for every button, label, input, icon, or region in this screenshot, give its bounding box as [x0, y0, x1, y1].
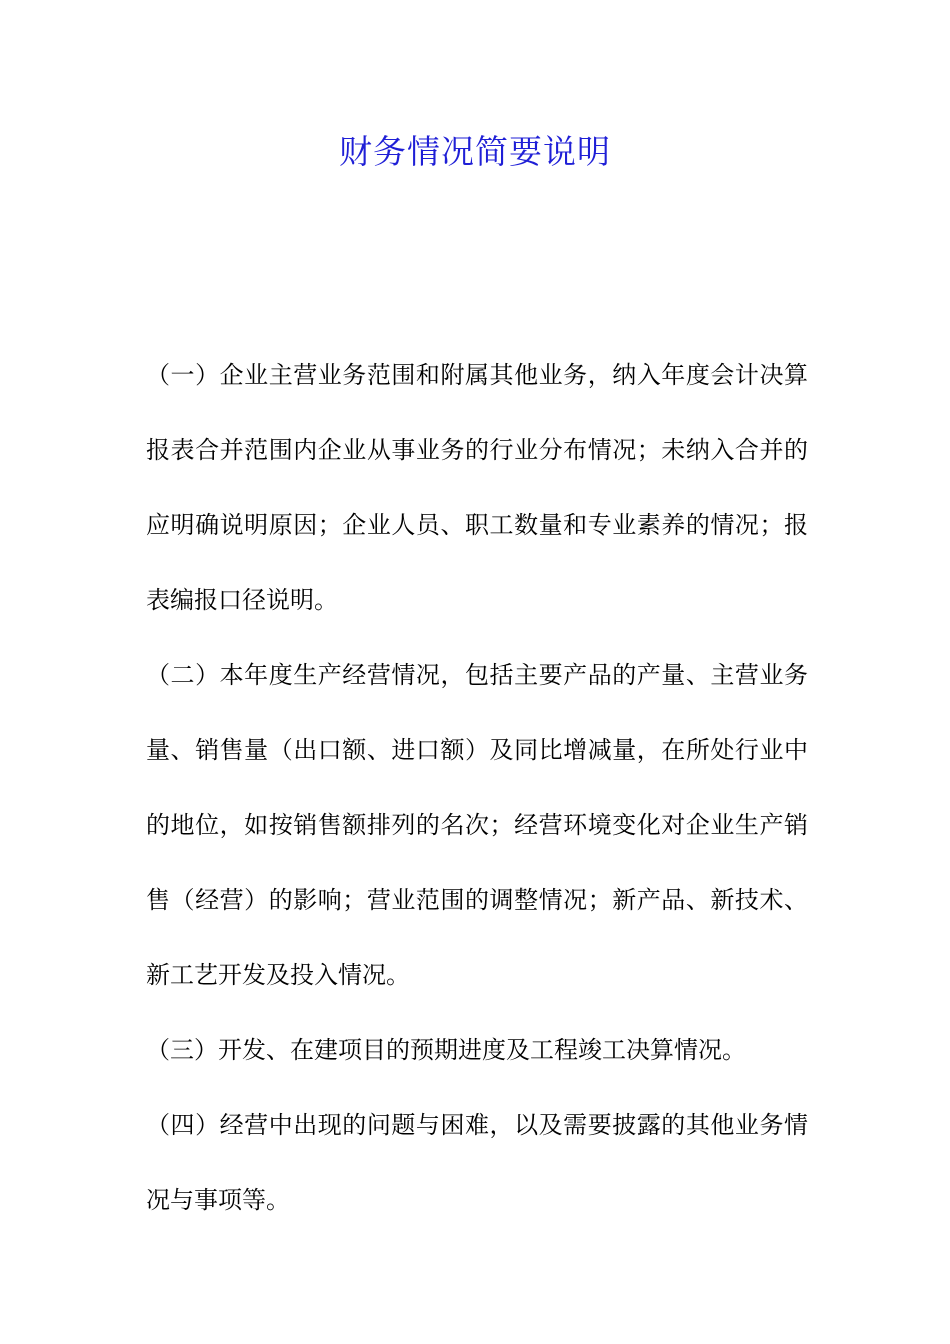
paragraph-2: （二）本年度生产经营情况，包括主要产品的产量、主营业务量、销售量（出口额、进口额）及同比增减量，在所处行业中的地位，如按销售额排列的名次；经营环境变化对企业生产销售（经营）的影响；营业范围的调整情况；新产品、新技术、新工艺开发及投入情况。: [146, 661, 808, 989]
paragraph-4: （四）经营中出现的问题与困难，以及需要披露的其他业务情况与事项等。: [146, 1111, 808, 1214]
document-body: [146, 338, 808, 1238]
paragraph-1: （一）企业主营业务范围和附属其他业务，纳入年度会计决算报表合并范围内企业从事业务的行业分布情况；未纳入合并的应明确说明原因；企业人员、职工数量和专业素养的情况；报表编报口径说明。: [146, 361, 808, 614]
paragraph-3: （三）开发、在建项目的预期进度及工程竣工决算情况。: [146, 1036, 746, 1064]
document-title: 财务情况简要说明: [339, 132, 611, 171]
